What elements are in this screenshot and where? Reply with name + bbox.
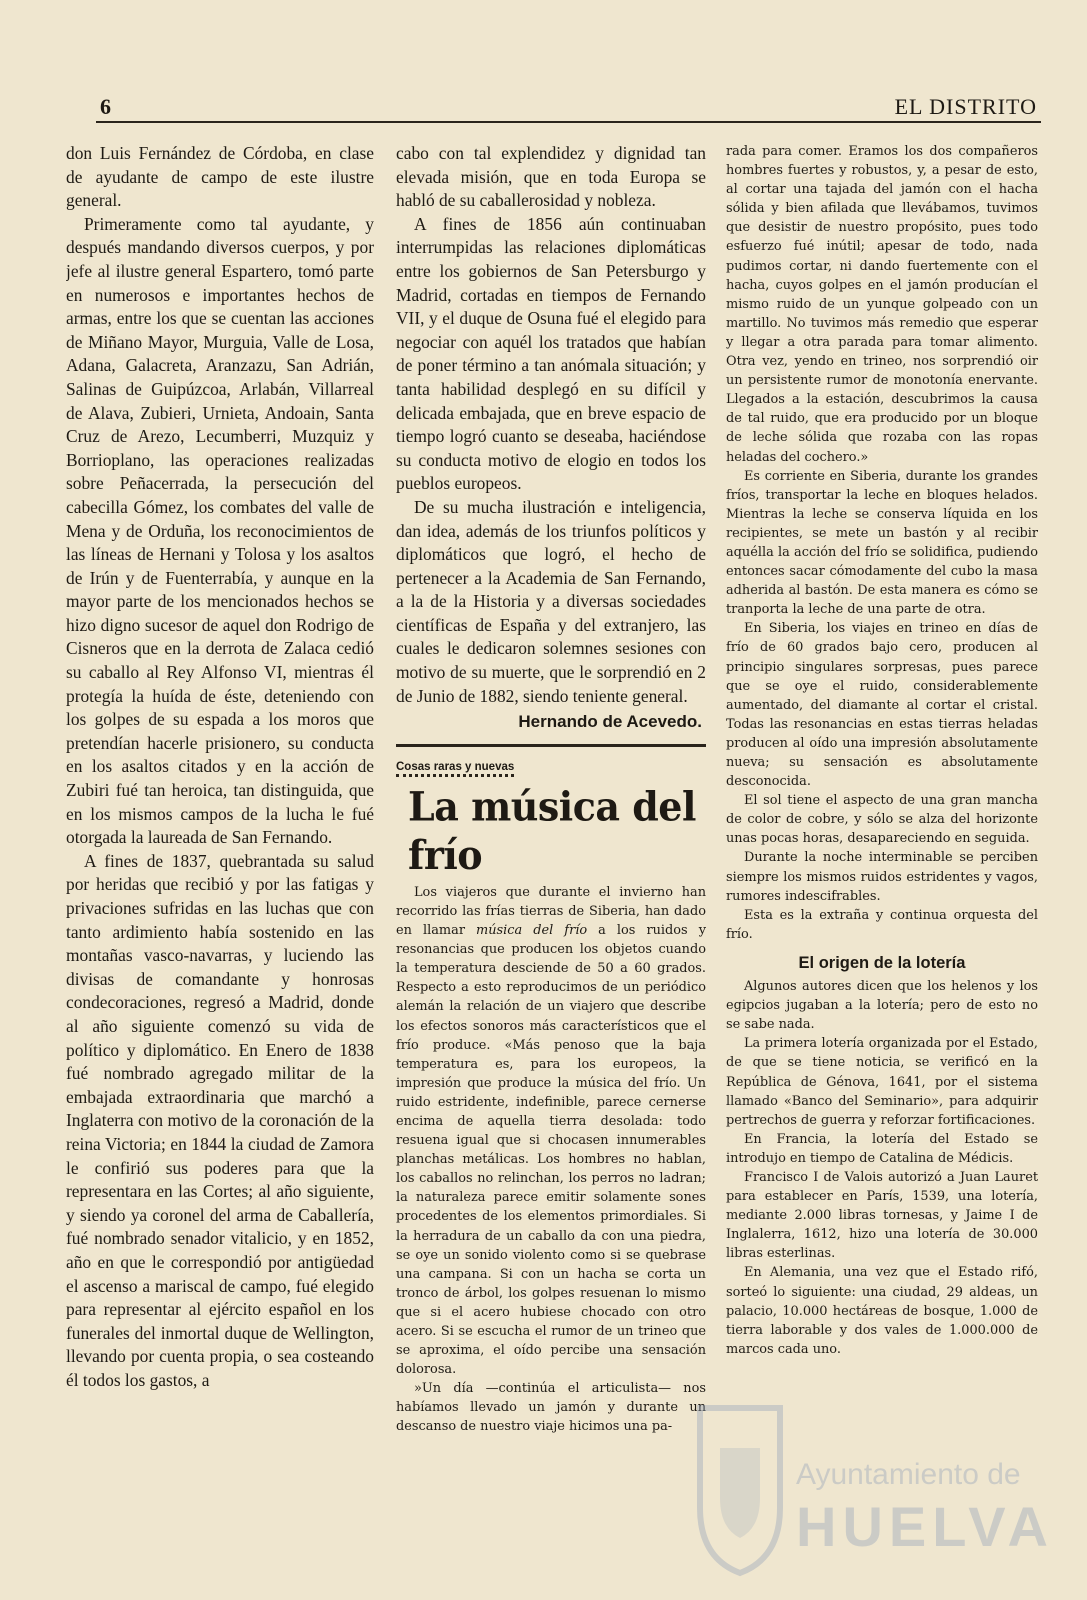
paragraph: don Luis Fernández de Córdoba, en clase de ayudante de campo de este ilustre general.: [66, 143, 374, 211]
paragraph: A fines de 1837, quebrantada su salud por heridas que recibió y por las fatigas y privaciones sufridas en las luchas que con tanto ardimiento había sostenido en las montañas vasco-navarras, y luciendo las divisas de comandante y honrosas condecoraciones, regresó a Madrid, donde al año siguiente comenzó su vida de político y diplomático. En Enero de 1838 fué nombrado agregado militar de la embajada extraordinaria que marchó a Inglaterra con motivo de la coronación de la reina Victoria; en 1844 la ciudad de Zamora le confirió sus poderes para que la representara en las Cortes; al año siguiente, y siendo ya coronel del arma de Caballería, fué nombrado senador vitalicio, y en 1852, año en que le correspondió por antigüedad el ascenso a mariscal de campo, fué elegido para representar al ejército español en los funerales del inmortal duque de Wellington, llevando por cuenta propia, o sea costeando él todos los gastos, a: [66, 850, 374, 1390]
column-1: [66, 142, 374, 1392]
section-kicker: Cosas raras y nuevas: [396, 761, 514, 777]
author-signature: Hernando de Acevedo.: [518, 712, 702, 732]
paragraph: El sol tiene el aspecto de una gran mancha de color de cobre, y sólo se alza del horizonte unas pocas horas, desapareciendo en seguida.: [726, 793, 1038, 847]
text-run: a los ruidos y resonancias que producen los objetos cuando la temperatura desciende de 50 a 60 grados. Respecto a esto reproducimos de un periódico alemán la relación de un viajero que describe los efectos sonoros más característicos que el frío produce. «Más penoso que la baja temperatura es, para los europeos, la impresión que produce la música del frío. Un ruido estridente, indefinible, parece cernerse encima de aquella tierra desolada: todo resuena igual que si chocasen innumerables planchas metálicas. Los hombres no hablan, los caballos no relinchan, los perros no ladran; la naturaleza parece emitir solamente sones procedentes de los elementos primordiales. Si la herradura de un caballo da con una piedra, se oye un sonido violento como si se quebrase una campana. Si con un hacha se corta un tronco de árbol, los golpes resuenan lo mismo que si el acero hubiese chocado con otro acero. Si se escucha el rumor de un trineo que se aproxima, el oído percibe una sensación dolorosa.: [396, 923, 706, 1378]
paragraph: Durante la noche interminable se perciben siempre los mismos ruidos estridentes y vagos, rumores indescifrables.: [726, 850, 1038, 904]
column-2: [396, 142, 706, 1437]
paragraph: Algunos autores dicen que los helenos y los egipcios jugaban a la lotería; pero de esto no se sabe nada.: [726, 979, 1038, 1033]
watermark-line-1: Ayuntamiento de: [796, 1458, 1021, 1491]
watermark-line-2: HUELVA: [796, 1495, 1054, 1558]
paragraph: En Siberia, los viajes en trineo en días de frío de 60 grados bajo cero, producen al principio singulares sorpresas, pues parece que se oye el ruido, considerablemente aumentado, del diamante al cortar el cristal. Todas las resonancias en estas tierras heladas producen al oído una impresión absolutamente nueva; su sensación es absolutamente desconocida.: [726, 621, 1038, 790]
paragraph: De su mucha ilustración e inteligencia, dan idea, además de los triunfos políticos y diplomáticos que logró, el hecho de pertenecer a la Academia de San Fernando, a la de la Historia y a diversas sociedades científicas de España y del extranjero, las cuales le dedicaron solemnes sesiones con motivo de su muerte, que le sorprendió en 2 de Junio de 1882, siendo teniente general.: [396, 496, 706, 706]
paragraph: La primera lotería organizada por el Estado, de que se tiene noticia, se verificó en la República de Génova, 1641, por el sistema llamado «Banco del Seminario», para adquirir pertrechos de guerra y reforzar fortificaciones.: [726, 1036, 1038, 1128]
paragraph: Esta es la extraña y continua orquesta del frío.: [726, 907, 1038, 942]
paragraph: Francisco I de Valois autorizó a Juan Lauret para establecer en París, 1539, una lotería, mediante 2.000 libras tornesas, y Jaime I de Inglalerra, 1612, hizo una lotería de 30.000 libras esterlinas.: [726, 1169, 1038, 1262]
coat-of-arms-icon: [690, 1388, 790, 1578]
page-header: [96, 92, 1041, 122]
paragraph: En Alemania, una vez que el Estado rifó, sorteó lo siguiente: una ciudad, 29 aldeas, un palacio, 10.000 hectáreas de bosque, 1.000 de tierra laborable y dos vales de 1.000.000 de marcos cada uno.: [726, 1265, 1038, 1357]
archive-watermark: [690, 1388, 1054, 1588]
page-number: 6: [100, 94, 111, 119]
paragraph: Es corriente en Siberia, durante los grandes fríos, transportar la leche en bloques helados. Mientras la leche se conserva líquida en los recipientes, se mete un bastón y al recibir aquélla la acción del frío se solidifica, pudiendo entonces sacar cómodamente del cubo la masa adherida al bastón. De esta manera es cómo se tranporta la leche de una parte de otra.: [726, 468, 1038, 618]
paragraph: cabo con tal explendidez y dignidad tan elevada misión, que en toda Europa se habló de su caballerosidad y nobleza.: [396, 143, 706, 211]
section-divider: [396, 744, 706, 747]
paragraph: A fines de 1856 aún continuaban interrumpidas las relaciones diplomáticas entre los gobiernos de San Petersburgo y Madrid, cortadas en tiempos de Fernando VII, y el duque de Osuna fué el elegido para negociar con aquél los tratados que habían de poner término a tan anómala situación; y tanta habilidad desplegó en su difícil y delicada embajada, que en breve espacio de tiempo logró cuanto se deseaba, haciéndose su conducta motivo de elogio en todos los pueblos europeos.: [396, 213, 706, 494]
paragraph: [396, 883, 706, 1379]
article-subheading: El origen de la lotería: [798, 953, 966, 972]
column-3: [726, 142, 1038, 1359]
paragraph: Primeramente como tal ayudante, y después mandando diversos cuerpos, y por jefe al ilustre general Espartero, tomó parte en numerosos e importantes hechos de armas, entre los que se cuentan las acciones de Miñano Mayor, Murguia, Valle de Losa, Adana, Galacreta, Aranzazu, San Adrián, Salinas de Guipúzcoa, Arlabán, Villarreal de Alava, Zubieri, Urnieta, Andoain, Santa Cruz de Arezo, Lecumberri, Muzquiz y Borrioplano, las operaciones realizadas sobre Peñacerrada, la persecución del cabecilla Gómez, los combates del valle de Mena y de Orduña, los reconocimientos de las líneas de Hernani y Tolosa y los asaltos de Irún y de Fuenterrabía, y aunque en la mayor parte de los mencionados hechos se hizo digno sucesor de aquel don Rodrigo de Cisneros que en la derrota de Zalaca cedió su caballo al Rey Alfonso VI, mientras él protegía la huída de éste, deteniendo con los golpes de su espada a los moros que pretendían hacerle prisionero, su conducta en los asaltos citados y en la acción de Zubiri fué tan heroica, tan distinguida, que en los mismos campos de la lucha le fué otorgada la laureada de San Fernando.: [66, 213, 374, 848]
text-run: Los viajeros que durante el invierno han recorrido las frías tierras de Siberia, han dado en llamar: [396, 884, 706, 939]
paragraph: En Francia, la lotería del Estado se introdujo en tiempo de Catalina de Médicis.: [726, 1131, 1038, 1166]
header-rule: [96, 121, 1041, 123]
masthead: EL DISTRITO: [894, 94, 1037, 119]
article-title: La música del frío: [408, 782, 696, 879]
italic-phrase: música del frío: [476, 923, 588, 939]
paragraph: rada para comer. Eramos los dos compañeros hombres fuertes y robustos, y, a pesar de esto, al cortar una tajada del jamón con el hacha sólida y bien afilada que llevábamos, tuvimos que desistir de nuestro propósito, pues todo esfuerzo fué inútil; apesar de todo, nada pudimos cortar, ni dando fuertemente con el hacha, cuyos golpes en el jamón producían el mismo ruido de un yunque golpeado con un martillo. No tuvimos más remedio que esperar y llegar a otra parada para tomar alimento. Otra vez, yendo en trineo, nos sorprendió oir un persistente rumor de monotonía enervante. Llegados a la estación, descubrimos la causa de tal ruido, que era producido por un bloque de leche sólida que rozaba con las ropas heladas del cochero.»: [726, 144, 1038, 465]
paragraph: »Un día —continúa el articulista— nos habíamos llevado un jamón y durante un descanso de nuestro viaje hicimos una pa-: [396, 1381, 706, 1435]
